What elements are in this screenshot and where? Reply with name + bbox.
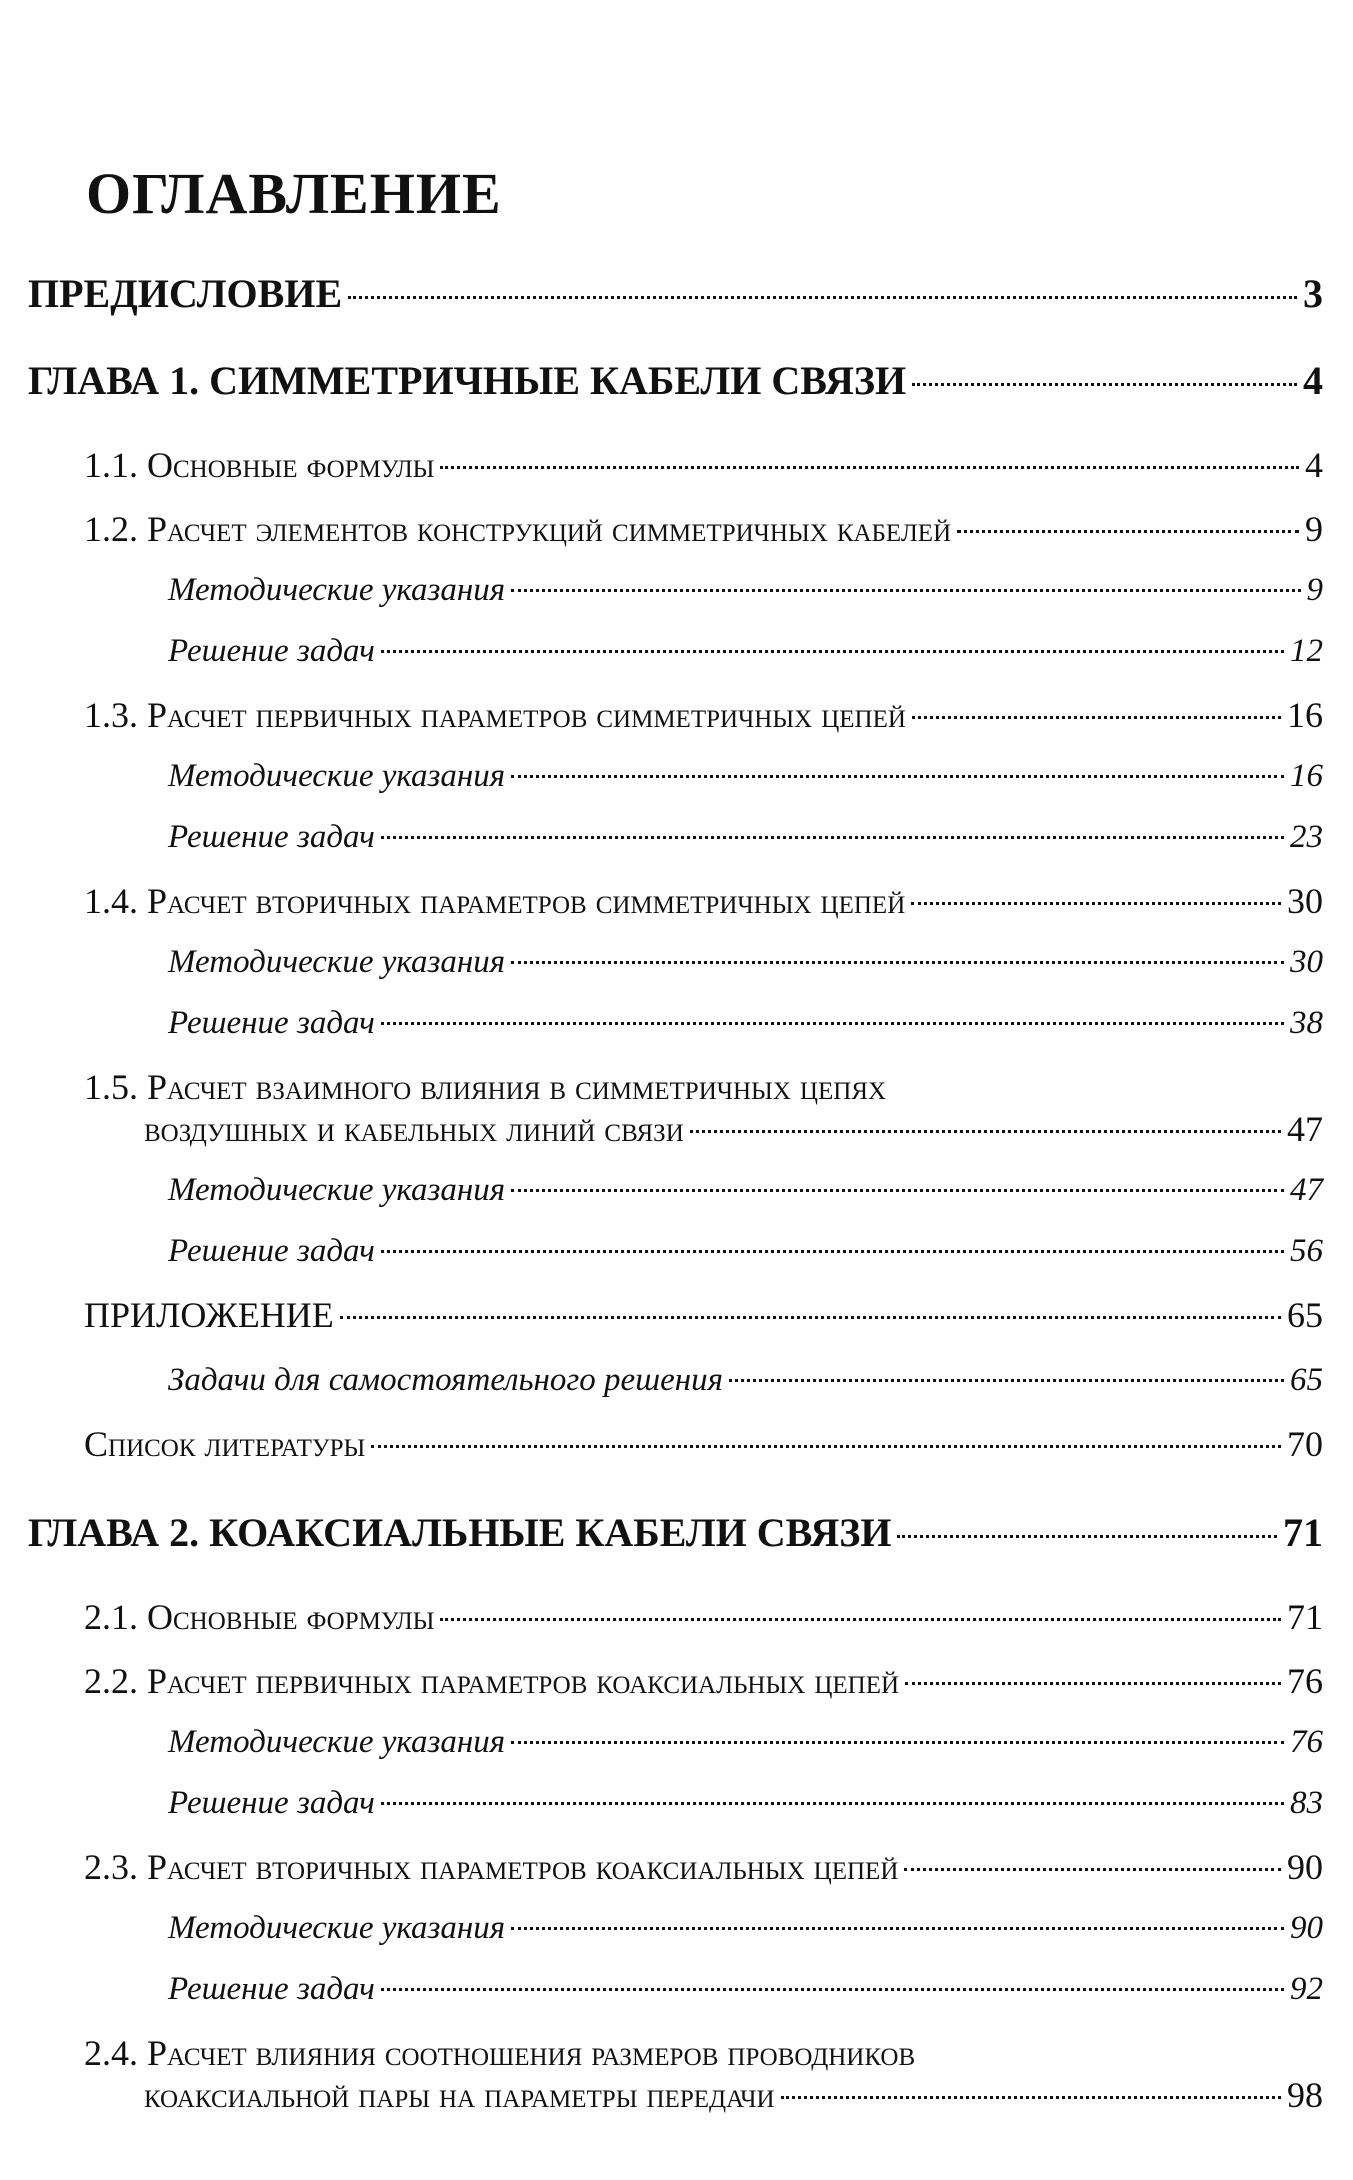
toc-entry-section — [28, 1846, 1323, 1888]
toc-entry-label-line2: коаксиальной пары на параметры передачи — [144, 2075, 775, 2115]
toc-entry-label: Методические указания — [168, 1910, 506, 1946]
dot-leader — [511, 589, 1300, 592]
toc-entry-label-line1: 1.5. Расчет взаимного влияния в симметричных цепях — [84, 1067, 887, 1107]
toc-page-number: 38 — [1290, 1005, 1323, 1041]
toc-page-number: 71 — [1283, 1510, 1323, 1555]
toc-page-number: 70 — [1287, 1424, 1323, 1464]
dot-leader — [511, 1741, 1284, 1744]
toc-page-number: 65 — [1290, 1362, 1323, 1398]
toc-page-number: 90 — [1287, 1847, 1323, 1887]
toc-entry-label: 1.2. Расчет элементов конструкций симметричных кабелей — [84, 509, 952, 549]
toc-page-number: 92 — [1290, 1971, 1323, 2007]
toc-entry-label: Решение задач — [168, 1971, 375, 2007]
table-of-contents — [28, 270, 1323, 2138]
toc-entry-subsection — [28, 1172, 1323, 1209]
toc-entry-label: ГЛАВА 1. СИММЕТРИЧНЫЕ КАБЕЛИ СВЯЗИ — [28, 358, 907, 403]
toc-entry-subsection — [28, 633, 1323, 670]
toc-page-number: 30 — [1290, 944, 1323, 980]
page-title: ОГЛАВЛЕНИЕ — [86, 161, 502, 226]
toc-page-number: 65 — [1287, 1295, 1323, 1335]
toc-entry-label: Методические указания — [168, 944, 506, 980]
dot-leader — [781, 2096, 1281, 2099]
toc-entry-subsection — [28, 1910, 1323, 1947]
toc-page-number: 47 — [1290, 1172, 1323, 1208]
dot-leader — [371, 1445, 1281, 1448]
dot-leader — [381, 1802, 1284, 1805]
toc-entry-label-line2: воздушных и кабельных линий связи — [144, 1109, 684, 1149]
toc-entry-subsection — [28, 1005, 1323, 1042]
toc-page-number: 9 — [1306, 572, 1323, 608]
toc-entry-label: ПРЕДИСЛОВИЕ — [28, 271, 343, 316]
toc-page-number: 4 — [1305, 445, 1323, 485]
toc-entry-label: 2.3. Расчет вторичных параметров коаксиальных цепей — [84, 1847, 899, 1887]
toc-page-number: 90 — [1290, 1910, 1323, 1946]
toc-page-number: 12 — [1290, 633, 1323, 669]
dot-leader — [440, 1618, 1281, 1621]
toc-entry-section — [28, 1596, 1323, 1638]
toc-page-number: 16 — [1287, 695, 1323, 735]
toc-entry-chapter-1 — [28, 357, 1323, 404]
toc-entry-label: Решение задач — [168, 1233, 375, 1269]
toc-entry-label-line1: 2.4. Расчет влияния соотношения размеров проводников — [84, 2033, 916, 2073]
toc-entry-label: Методические указания — [168, 572, 506, 608]
toc-entry-label: Методические указания — [168, 758, 506, 794]
toc-page-number: 9 — [1305, 509, 1323, 549]
toc-entry-subsection — [28, 944, 1323, 981]
toc-entry-preface — [28, 270, 1323, 317]
dot-leader — [348, 296, 1297, 299]
dot-leader — [511, 1927, 1284, 1930]
toc-page-number: 56 — [1290, 1233, 1323, 1269]
dot-leader — [381, 1250, 1284, 1253]
toc-page-number: 71 — [1287, 1597, 1323, 1637]
toc-page-number: 76 — [1290, 1724, 1323, 1760]
toc-entry-section — [28, 694, 1323, 736]
toc-entry-section — [28, 508, 1323, 550]
toc-entry-label: Решение задач — [168, 633, 375, 669]
toc-entry-label: Решение задач — [168, 1005, 375, 1041]
dot-leader — [381, 1988, 1284, 1991]
dot-leader — [440, 466, 1299, 469]
dot-leader — [729, 1379, 1284, 1382]
toc-entry-label: Решение задач — [168, 819, 375, 855]
dot-leader — [381, 1022, 1284, 1025]
dot-leader — [381, 650, 1284, 653]
toc-entry-section — [28, 1660, 1323, 1702]
toc-entry-label: Решение задач — [168, 1785, 375, 1821]
toc-page-number: 30 — [1287, 881, 1323, 921]
toc-entry-label: 2.1. Основные формулы — [84, 1597, 435, 1637]
toc-entry-section — [28, 880, 1323, 922]
toc-entry-label: 1.1. Основные формулы — [84, 445, 435, 485]
toc-page-number: 76 — [1287, 1661, 1323, 1701]
toc-entry-subsection — [28, 1971, 1323, 2008]
dot-leader — [904, 1868, 1281, 1871]
dot-leader — [511, 775, 1284, 778]
dot-leader — [690, 1130, 1281, 1133]
toc-page-number: 3 — [1303, 271, 1323, 316]
toc-entry-subsection — [28, 1724, 1323, 1761]
toc-entry-references — [28, 1423, 1323, 1465]
dot-leader — [340, 1316, 1281, 1319]
toc-entry-label: Методические указания — [168, 1724, 506, 1760]
toc-entry-label: Задачи для самостоятельного решения — [168, 1362, 723, 1398]
toc-entry-subsection — [28, 1362, 1323, 1399]
dot-leader — [905, 1682, 1281, 1685]
toc-page-number: 98 — [1287, 2075, 1323, 2115]
toc-entry-chapter-2 — [28, 1509, 1323, 1556]
toc-page-number: 83 — [1290, 1785, 1323, 1821]
toc-entry-label: Список литературы — [84, 1424, 366, 1464]
toc-entry-subsection — [28, 572, 1323, 609]
toc-page-number: 23 — [1290, 819, 1323, 855]
toc-entry-label: 1.4. Расчет вторичных параметров симметричных цепей — [84, 881, 906, 921]
toc-entry-subsection — [28, 758, 1323, 795]
toc-entry-label: ГЛАВА 2. КОАКСИАЛЬНЫЕ КАБЕЛИ СВЯЗИ — [28, 1510, 892, 1555]
toc-entry-section — [28, 444, 1323, 486]
toc-entry-label: 1.3. Расчет первичных параметров симметричных цепей — [84, 695, 906, 735]
toc-entry-section-multiline — [28, 2032, 1323, 2116]
dot-leader — [912, 716, 1281, 719]
dot-leader — [897, 1535, 1277, 1538]
toc-entry-section-multiline — [28, 1066, 1323, 1150]
toc-entry-subsection — [28, 819, 1323, 856]
toc-page-number: 47 — [1287, 1109, 1323, 1149]
toc-page-number: 4 — [1303, 358, 1323, 403]
toc-page-number: 16 — [1290, 758, 1323, 794]
toc-entry-subsection — [28, 1233, 1323, 1270]
toc-entry-label: Методические указания — [168, 1172, 506, 1208]
toc-entry-subsection — [28, 1785, 1323, 1822]
toc-entry-label: ПРИЛОЖЕНИЕ — [84, 1295, 334, 1335]
dot-leader — [511, 961, 1284, 964]
dot-leader — [381, 836, 1284, 839]
dot-leader — [912, 383, 1297, 386]
dot-leader — [957, 530, 1299, 533]
toc-entry-appendix — [28, 1294, 1323, 1336]
toc-entry-label: 2.2. Расчет первичных параметров коаксиальных цепей — [84, 1661, 900, 1701]
dot-leader — [911, 902, 1281, 905]
dot-leader — [511, 1189, 1284, 1192]
